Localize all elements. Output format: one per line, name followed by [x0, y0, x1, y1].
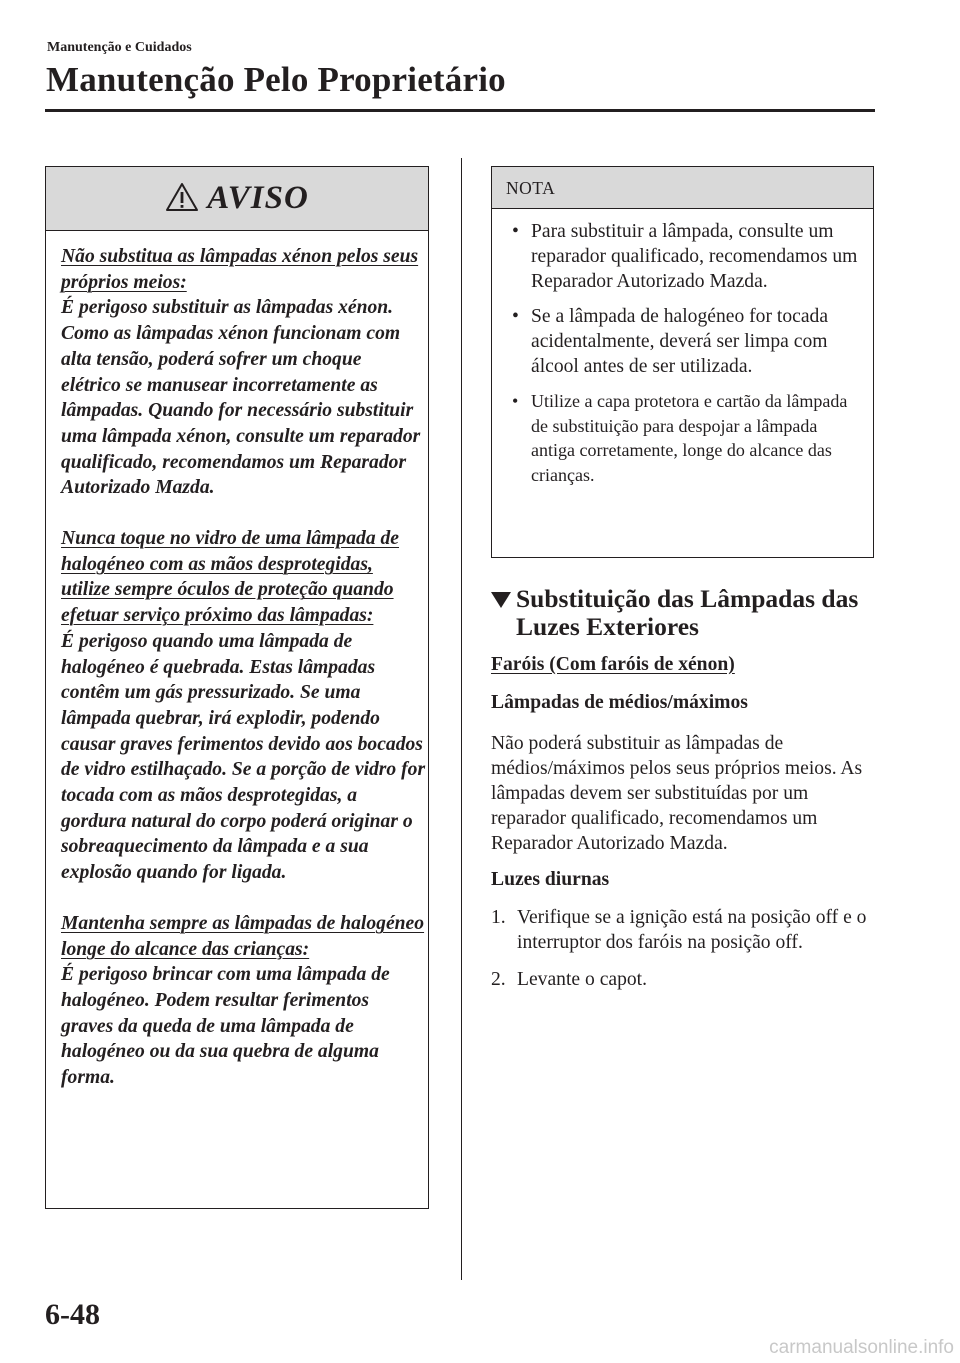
warning-triangle-icon: [165, 182, 199, 212]
warning-item-heading: Não substitua as lâmpadas xénon pelos seus próprios meios:: [61, 246, 419, 293]
note-item: • Se a lâmpada de halogéneo for tocada acidentalmente, deverá ser limpa com álcool antes de ser utilizada.: [512, 304, 862, 379]
note-header: [492, 167, 873, 209]
step-item: [491, 905, 881, 955]
note-box: [491, 166, 874, 558]
item-heading-bulbs: Lâmpadas de médios/máximos: [491, 692, 748, 713]
step-text: Verifique se a ignição está na posição off e o interruptor dos faróis na posição off.: [517, 907, 867, 953]
warning-item-body: É perigoso substituir as lâmpadas xénon. Como as lâmpadas xénon funcionam com alta tensão, poderá sofrer um choque elétrico se manusear incorretamente as lâmpadas. Quando for necessário substituir uma lâmpada xénon, consulte um reparador qualificado, recomendamos um Reparador Autorizado Mazda.: [61, 297, 421, 499]
warning-title: AVISO: [207, 180, 309, 216]
warning-box: [45, 166, 429, 1209]
item-heading-drl: Luzes diurnas: [491, 869, 610, 890]
note-title: NOTA: [506, 178, 556, 198]
page-title: Manutenção Pelo Proprietário: [46, 60, 506, 99]
warning-item-body: É perigoso quando uma lâmpada de halogéneo é quebrada. Estas lâmpadas contêm um gás pressurizado. Se uma lâmpada quebrar, irá explodir, podendo causar graves ferimentos devido aos bocados de vidro estilhaçado. Se a porção de vidro for tocada com as mãos desprotegidas, a gordura natural do corpo poderá originar o sobreaquecimento da lâmpada e a sua explosão quando for ligada.: [61, 630, 426, 884]
section-heading: [491, 585, 871, 641]
step-number: 1.: [491, 907, 506, 928]
warning-item-body: É perigoso brincar com uma lâmpada de halogéneo. Podem resultar ferimentos graves da queda de uma lâmpada de halogéneo ou da sua quebra de alguma forma.: [61, 964, 390, 1089]
warning-header: [46, 167, 428, 231]
subheading-headlights: Faróis (Com faróis de xénon): [491, 654, 735, 675]
warning-body: [61, 244, 426, 1091]
step-text: Levante o capot.: [517, 969, 648, 990]
note-list: [512, 219, 862, 497]
note-item: • Para substituir a lâmpada, consulte um reparador qualificado, recomendamos um Reparador Autorizado Mazda.: [512, 219, 862, 294]
triangle-marker-icon: [491, 592, 511, 608]
note-item: • Utilize a capa protetora e cartão da lâmpada de substituição para despojar a lâmpada antiga corretamente, longe do alcance das crianças.: [512, 389, 862, 487]
section-heading-text: Substituição das Lâmpadas das Luzes Exteriores: [516, 584, 859, 641]
warning-item-heading: Nunca toque no vidro de uma lâmpada de halogéneo com as mãos desprotegidas, utilize sempre óculos de proteção quando efetuar serviço próximo das lâmpadas:: [61, 528, 400, 627]
section-label: Manutenção e Cuidados: [47, 40, 192, 55]
step-item: [491, 967, 881, 992]
warning-item-heading: Mantenha sempre as lâmpadas de halogéneo longe do alcance das crianças:: [61, 912, 425, 960]
watermark: carmanualsonline.info: [769, 1337, 954, 1358]
title-rule: [45, 109, 875, 112]
column-divider: [461, 158, 462, 1280]
page-number: 6-48: [45, 1298, 100, 1331]
item-paragraph: Não poderá substituir as lâmpadas de médios/máximos pelos seus próprios meios. As lâmpadas devem ser substituídas por um reparador qualificado, recomendamos um Reparador Autorizado Mazda.: [491, 733, 863, 854]
step-number: 2.: [491, 969, 506, 990]
steps-list: [491, 905, 881, 1004]
